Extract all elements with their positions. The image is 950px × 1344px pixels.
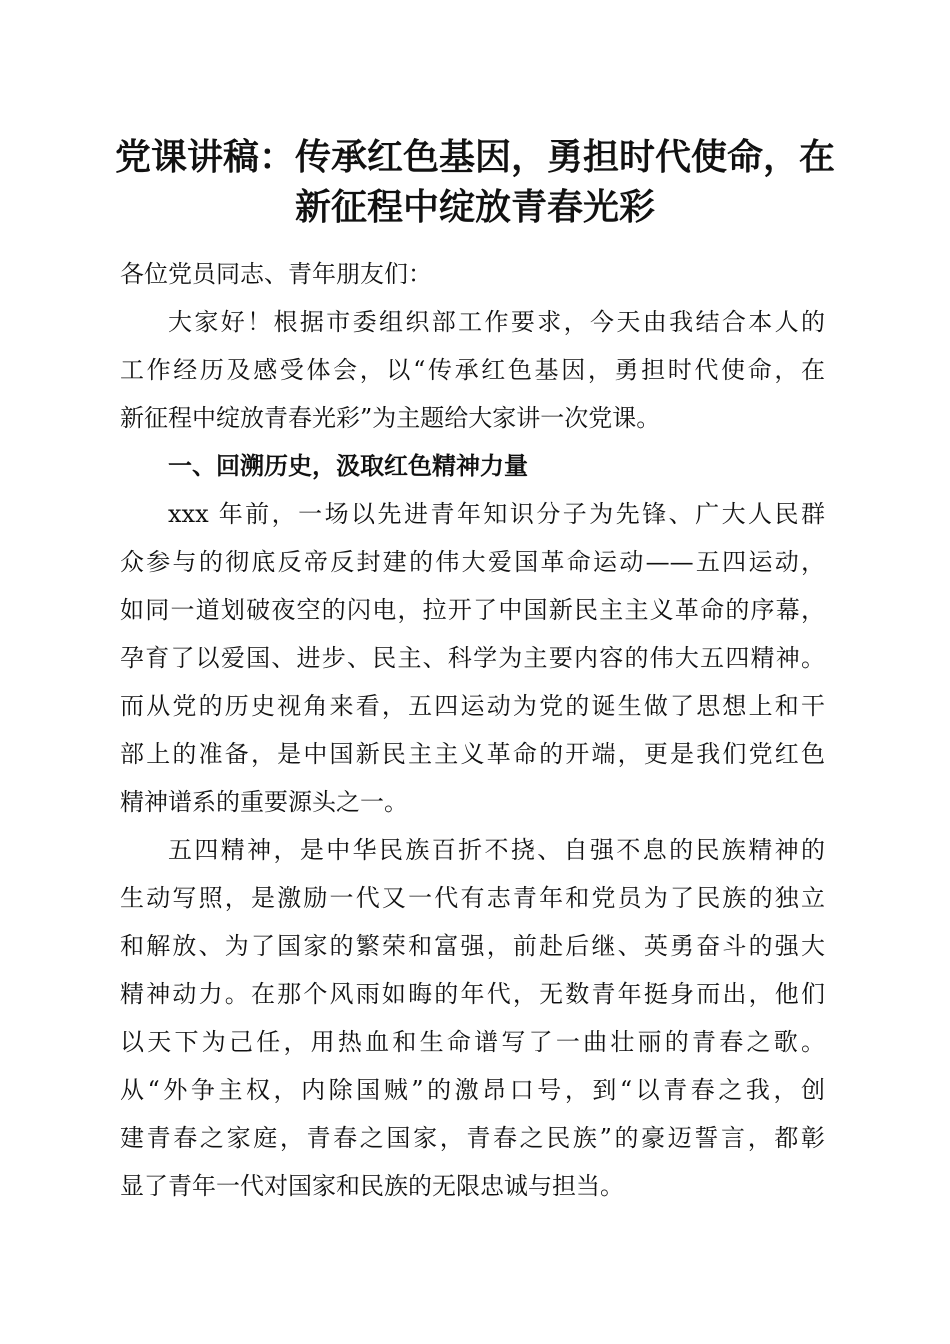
paragraph-line: 从“外争主权，内除国贼”的激昂口号，到“以青春之我，创: [120, 1076, 825, 1104]
title-line-2: 新征程中绽放青春光彩: [294, 186, 655, 228]
intro-line: 工作经历及感受体会，以“传承红色基因，勇担时代使命，在: [120, 356, 825, 384]
paragraph-line: 精神谱系的重要源头之一。: [120, 788, 408, 816]
paragraph-line: 五四精神，是中华民族百折不挠、自强不息的民族精神的: [168, 836, 825, 864]
paragraph-line: 而从党的历史视角来看，五四运动为党的诞生做了思想上和干: [120, 692, 825, 720]
paragraph-line: 显了青年一代对国家和民族的无限忠诚与担当。: [120, 1172, 624, 1200]
paragraph-line: 以天下为己任，用热血和生命谱写了一曲壮丽的青春之歌。: [120, 1028, 825, 1056]
paragraph-line: xxx 年前，一场以先进青年知识分子为先锋、广大人民群: [168, 500, 825, 528]
paragraph-line: 部上的准备，是中国新民主主义革命的开端，更是我们党红色: [120, 740, 825, 768]
intro-line: 大家好！根据市委组织部工作要求，今天由我结合本人的: [168, 308, 825, 336]
paragraph-line: 众参与的彻底反帝反封建的伟大爱国革命运动——五四运动，: [120, 548, 825, 576]
document-title: [100, 132, 850, 232]
paragraph-line: 生动写照，是激励一代又一代有志青年和党员为了民族的独立: [120, 884, 825, 912]
title-line-1: 党课讲稿：传承红色基因，勇担时代使命，在: [114, 136, 835, 178]
paragraph-line: 如同一道划破夜空的闪电，拉开了中国新民主主义革命的序幕，: [120, 596, 825, 624]
section-heading: 一、回溯历史，汲取红色精神力量: [168, 452, 528, 480]
salutation: 各位党员同志、青年朋友们：: [120, 260, 432, 288]
paragraph-line: 孕育了以爱国、进步、民主、科学为主要内容的伟大五四精神。: [120, 644, 825, 672]
document-body: [120, 250, 825, 1210]
paragraph-line: 和解放、为了国家的繁荣和富强，前赴后继、英勇奋斗的强大: [120, 932, 825, 960]
intro-line: 新征程中绽放青春光彩”为主题给大家讲一次党课。: [120, 404, 661, 432]
paragraph-line: 建青春之家庭，青春之国家，青春之民族”的豪迈誓言，都彰: [120, 1124, 825, 1152]
paragraph-line: 精神动力。在那个风雨如晦的年代，无数青年挺身而出，他们: [120, 980, 825, 1008]
